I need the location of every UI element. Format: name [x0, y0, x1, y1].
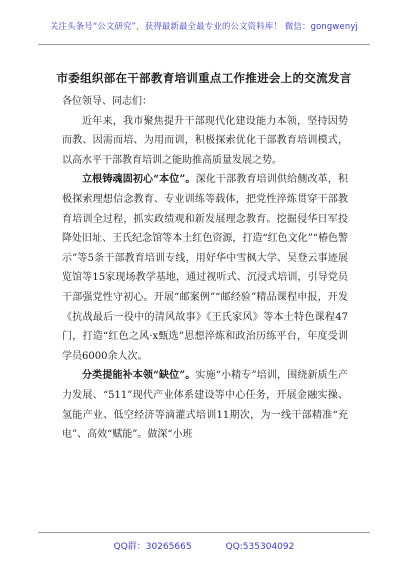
footer-divider — [38, 532, 370, 533]
section-1-heading: 立根铸魂固初心“本位”。 — [82, 174, 196, 186]
section-2-body: 实施“小精专”培训，围绕新质生产力发展、“511”现代产业体系建设等中心任务，开展金融实操、氢能产业、低空经济等滴灌式培训11期次，为一线干部精准“充电”、高效“赋能”。做深“小班 — [62, 370, 348, 441]
section-1-paragraph — [62, 170, 348, 366]
section-1-body: 深化干部教育培训供给侧改革，积极探索理想信念教育、专业训练等载体，把党性淬炼贯穿干部教育培训全过程，抓实政绩观和新发展理念教育。挖掘侵华日军投降处旧址、王氏纪念馆等本土红色资源，打造“红色文化”“椿色警示”等5条干部教育培训专线，用好华中雪枫大学、吴登云事迹展览馆等15家现场教学基地，通过视听式、沉浸式培训，引导党员干部强党性守初心。开展“邮案例”“邮经验”精品课程申报，开发《抗战最后一役中的清风故事》《王氏家风》等本土特色课程47门，打造“红色之风·x甄选”思想淬炼和政治历练平台，年度受训学员6000余人次。 — [62, 174, 348, 362]
footer-qq-number: QQ:535304092 — [225, 542, 295, 552]
intro-paragraph: 近年来，我市聚焦提升干部现代化建设能力本领，坚持因势而教、因需而培、为用而训，积极探索优化干部教育培训模式，以高水平干部教育培训之能助推高质量发展之势。 — [62, 115, 348, 166]
header-divider — [38, 44, 370, 45]
salutation: 各位领导、同志们： — [62, 96, 152, 107]
document-title: 市委组织部在干部教育培训重点工作推进会上的交流发言 — [56, 71, 352, 85]
footer-contact — [0, 539, 408, 552]
section-2-paragraph — [62, 366, 348, 444]
header-notice: 关注头条号“公文研究”，获得最新最全最专业的公文资料库！ 微信：gongwenyj — [49, 21, 359, 31]
section-2-heading: 分类提能补本领“缺位”。 — [82, 370, 196, 382]
document-body — [62, 92, 348, 445]
footer-qq-group: QQ群：30265665 — [113, 542, 192, 552]
